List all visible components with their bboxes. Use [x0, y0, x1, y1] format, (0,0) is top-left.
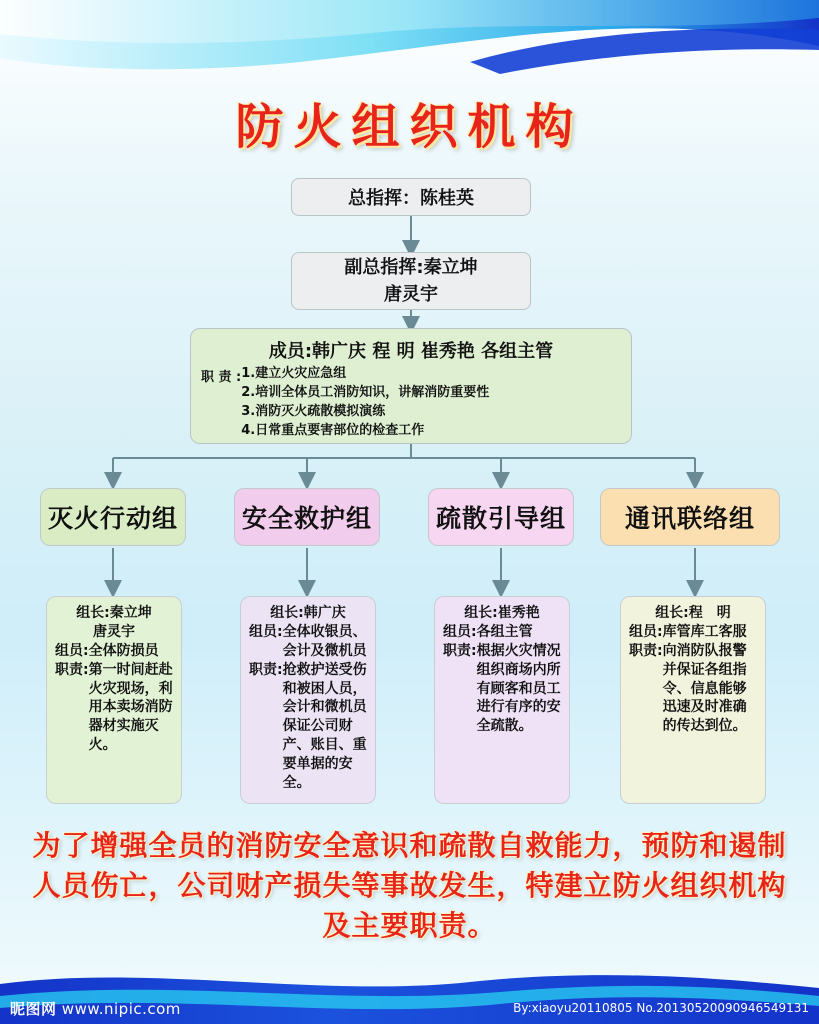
- responsibility-row: [55, 661, 173, 755]
- responsibility-label: 职责:: [629, 642, 663, 659]
- leader-value: 秦立坤: [109, 605, 152, 621]
- member-value: 库管库工客服: [662, 623, 747, 640]
- duty-list: [241, 365, 489, 440]
- responsibility-value: 抢救护送受伤和被困人员，会计和微机员保证公司财产、账目、重要单据的安全。: [282, 661, 367, 792]
- member-row: [443, 623, 561, 642]
- group-name: 通讯联络组: [624, 504, 755, 533]
- member-label: 组员:: [249, 623, 283, 640]
- member-label: 组员:: [629, 623, 663, 640]
- group-head-fire-fighting: [40, 488, 186, 546]
- commander-label: 总指挥：陈桂英: [348, 188, 474, 209]
- deputy-label-line1: 副总指挥:秦立坤: [344, 257, 478, 278]
- member-label: 组员:: [443, 623, 477, 640]
- member-row: [249, 623, 367, 661]
- responsibility-row: [443, 642, 561, 736]
- member-row: [629, 623, 757, 642]
- member-value: 全体收银员、会计及微机员: [282, 623, 367, 659]
- footer-credit: By:xiaoyu20110805 No.20130520090946549131: [513, 1001, 809, 1015]
- group-head-rescue: [234, 488, 380, 546]
- members-duty-row: [201, 365, 621, 440]
- duty-item: 2.培训全体员工消防知识，讲解消防重要性: [241, 384, 490, 400]
- leader-row: [443, 604, 561, 623]
- footer-brand: [10, 998, 181, 1019]
- node-commander: [291, 178, 531, 216]
- deputy-label-line2: 唐灵宇: [384, 284, 438, 305]
- leader-row: [55, 604, 173, 623]
- responsibility-value: 向消防队报警并保证各组指令、信息能够迅速及时准确的传达到位。: [662, 642, 747, 735]
- duty-label: 职 责 :: [201, 370, 242, 385]
- member-value: 各组主管: [476, 623, 533, 640]
- leader-row: [629, 604, 757, 623]
- site-name-cn: 昵图网: [10, 999, 57, 1018]
- leader-value: 韩广庆: [303, 605, 346, 621]
- member-value: 全体防损员: [88, 642, 159, 659]
- responsibility-row: [249, 661, 367, 793]
- member-row: [55, 642, 173, 661]
- leader-value: 程 明: [688, 605, 731, 621]
- members-head: 成员:韩广庆 程 明 崔秀艳 各组主管: [268, 341, 554, 362]
- site-url: www.nipic.com: [61, 999, 181, 1018]
- group-head-evacuation: [428, 488, 574, 546]
- group-name: 安全救护组: [241, 504, 372, 533]
- leader-label: 组长:: [270, 605, 304, 621]
- leader-label: 组长:: [76, 605, 110, 621]
- responsibility-value: 第一时间赶赴火灾现场，利用本卖场消防器材实施灭火。: [88, 661, 173, 754]
- leader-row: [249, 604, 367, 623]
- group-head-communication: [600, 488, 780, 546]
- leader-value: 崔秀艳: [497, 605, 540, 621]
- group-body-rescue: [240, 596, 376, 804]
- group-name: 疏散引导组: [435, 504, 566, 533]
- footer-bar: [0, 992, 819, 1024]
- responsibility-row: [629, 642, 757, 736]
- responsibility-label: 职责:: [443, 642, 477, 659]
- slogan-text: 为了增强全员的消防安全意识和疏散自救能力，预防和遏制人员伤亡，公司财产损失等事故发生，特建立防火组织机构及主要职责。: [32, 829, 787, 942]
- node-deputy-commander: [291, 252, 531, 310]
- group-body-communication: [620, 596, 766, 804]
- member-label: 组员:: [55, 642, 89, 659]
- top-decoration: [0, 0, 819, 90]
- responsibility-label: 职责:: [249, 661, 283, 678]
- responsibility-value: 根据火灾情况组织商场内所有顾客和员工进行有序的安全疏散。: [476, 642, 561, 735]
- page-title: 防火组织机构: [235, 99, 584, 155]
- group-body-fire-fighting: [46, 596, 182, 804]
- duty-item: 3.消防灭火疏散模拟演练: [241, 403, 386, 419]
- top-swoosh-svg: [0, 0, 819, 90]
- leader-label: 组长:: [655, 605, 689, 621]
- node-members: [190, 328, 632, 444]
- group-name: 灭火行动组: [47, 504, 178, 533]
- duty-item: 1.建立火灾应急组: [241, 366, 347, 381]
- responsibility-label: 职责:: [55, 661, 89, 678]
- duty-item: 4.日常重点要害部位的检查工作: [241, 422, 425, 438]
- leader-label: 组长:: [464, 605, 498, 621]
- group-body-evacuation: [434, 596, 570, 804]
- leader-second-name: 唐灵宇: [93, 623, 135, 640]
